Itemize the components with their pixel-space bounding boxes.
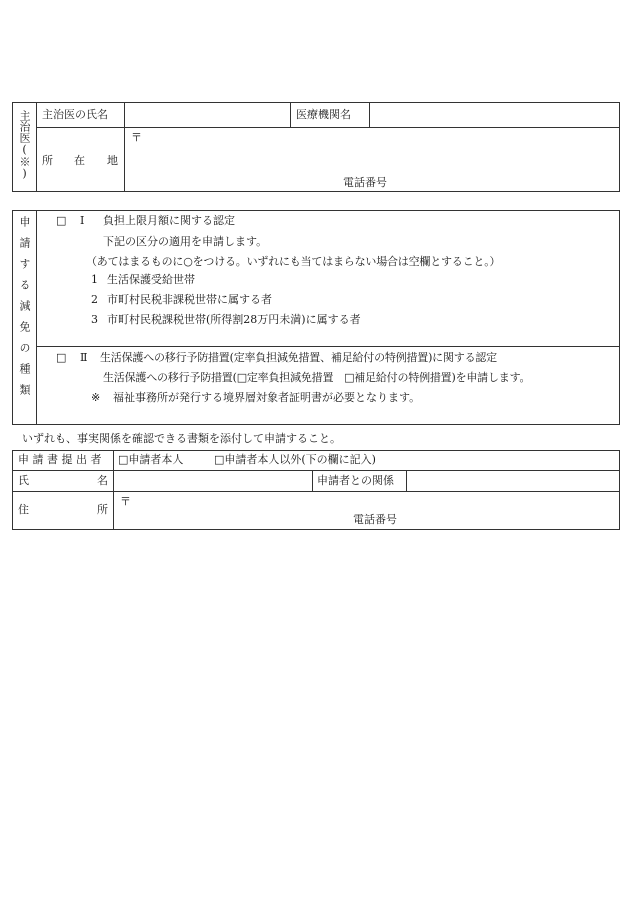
doctor-table-divider xyxy=(290,102,291,127)
section2-line1: 生活保護への移行予防措置(□定率負担減免措置 □補足給付の特例措置)を申請します。 xyxy=(103,371,531,384)
section1-title: 負担上限月額に関する認定 xyxy=(103,214,235,227)
reduction-table-divider xyxy=(36,210,37,425)
submitter-table-divider xyxy=(12,491,620,492)
section1-line1: 下記の区分の適用を申請します。 xyxy=(103,235,268,248)
section1-item-number: 3 xyxy=(91,313,98,326)
submitter-table-divider xyxy=(12,470,620,471)
relation-label: 申請者との関係 xyxy=(317,474,394,487)
submitter-row-label: 申 請 書 提 出 者 xyxy=(18,453,102,466)
doctor-table-divider xyxy=(36,127,620,128)
submitter-postal-mark: 〒 xyxy=(120,495,131,508)
relation-field[interactable] xyxy=(408,472,618,489)
doctor-address-label-char: 在 xyxy=(74,154,85,167)
doctor-table-divider xyxy=(36,102,37,192)
section2-title: 生活保護への移行予防措置(定率負担減免措置、補足給付の特例措置)に関する認定 xyxy=(100,351,497,364)
doctor-table-divider xyxy=(124,102,125,192)
submitter-name-label-char: 氏 xyxy=(18,474,29,487)
institution-field[interactable] xyxy=(371,104,618,125)
submitter-option-other[interactable]: □申請者本人以外(下の欄に記入) xyxy=(214,453,376,466)
reduction-side-label: 申請する減免の種類 xyxy=(18,216,31,405)
section1-item-text: 市町村民税課税世帯(所得割28万円未満)に属する者 xyxy=(107,313,361,326)
submitter-address-label-char: 住 xyxy=(18,503,29,516)
section1-checkbox[interactable]: □ xyxy=(56,214,67,227)
section2-numeral: Ⅱ xyxy=(80,351,88,364)
doctor-side-label: 主治医(※) xyxy=(18,110,31,180)
submitter-phone-label: 電話番号 xyxy=(353,513,397,526)
reduction-table-divider xyxy=(36,346,620,347)
submitter-table-divider xyxy=(406,470,407,491)
doctor-phone-label: 電話番号 xyxy=(343,176,387,189)
doctor-postal-mark: 〒 xyxy=(131,131,142,144)
doctor-address-label-char: 所 xyxy=(42,154,53,167)
submitter-option-self[interactable]: □申請者本人 xyxy=(118,453,184,466)
doctor-table-divider xyxy=(369,102,370,127)
section1-item-number: 2 xyxy=(91,293,98,306)
doctor-name-label: 主治医の氏名 xyxy=(42,108,108,121)
section1-note: （あてはまるものに○をつける。いずれにも当てはまらない場合は空欄とすること。） xyxy=(86,255,501,268)
submitter-address-label-char: 所 xyxy=(97,503,108,516)
institution-label: 医療機関名 xyxy=(296,108,351,121)
section1-item-text: 生活保護受給世帯 xyxy=(107,273,195,286)
section1-item-text: 市町村民税非課税世帯に属する者 xyxy=(107,293,272,306)
section2-checkbox[interactable]: □ xyxy=(56,351,67,364)
section1-item-number: 1 xyxy=(91,273,98,286)
doctor-address-label-char: 地 xyxy=(107,154,118,167)
submitter-table-divider xyxy=(113,450,114,530)
doctor-name-field[interactable] xyxy=(126,104,288,125)
submitter-table-divider xyxy=(312,470,313,491)
submitter-name-label-char: 名 xyxy=(97,474,108,487)
section1-numeral: Ⅰ xyxy=(80,214,85,227)
section2-note: 福祉事務所が発行する境界層対象者証明書が必要となります。 xyxy=(113,391,421,404)
submitter-name-field[interactable] xyxy=(115,472,310,489)
section2-note-mark: ※ xyxy=(91,391,101,404)
attachment-note: いずれも、事実関係を確認できる書類を添付して申請すること。 xyxy=(22,432,341,445)
